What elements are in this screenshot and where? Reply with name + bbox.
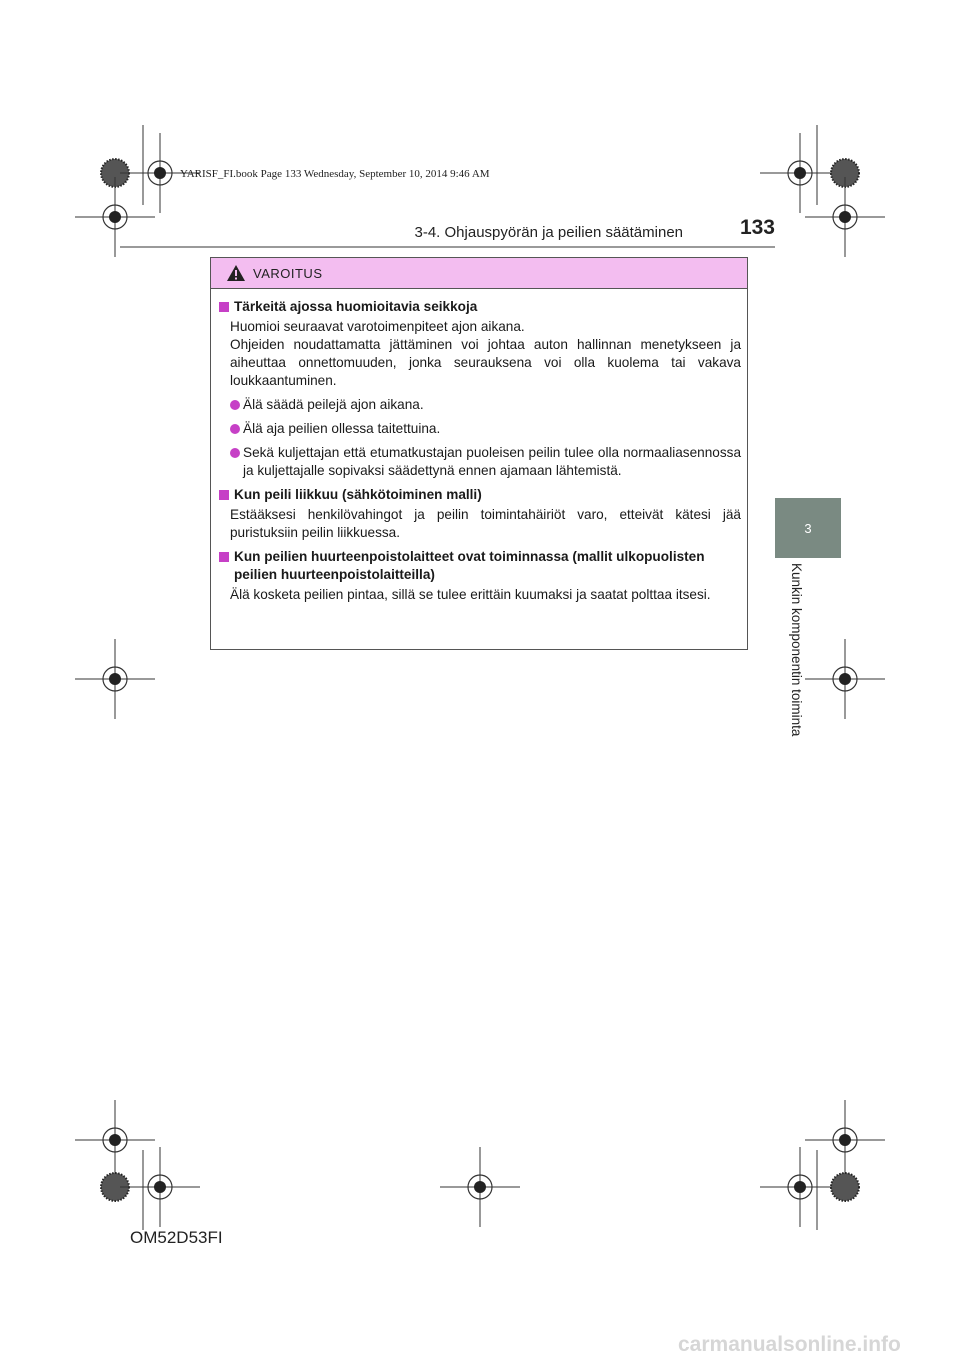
warning-box (210, 257, 748, 650)
paragraph: Huomioi seuraavat varotoimenpiteet ajon aikana. (230, 319, 525, 334)
warning-section (219, 548, 741, 604)
section-title: 3-4. Ohjauspyörän ja peilien säätäminen (414, 224, 683, 241)
section-heading (219, 298, 741, 316)
paragraph: Ohjeiden noudattamatta jättäminen voi johtaa auton hallinnan menetykseen ja aiheuttaa onnettomuuden, jonka seurauksena voi olla kuolema tai vakava loukkaantuminen. (230, 337, 741, 388)
dot-bullet-icon (230, 448, 240, 458)
dot-bullet-icon (230, 400, 240, 410)
bullet-item (219, 444, 741, 480)
section-heading-text: Kun peili liikkuu (sähkötoiminen malli) (234, 487, 482, 502)
warning-section (219, 298, 741, 480)
bullet-text: Älä säädä peilejä ajon aikana. (243, 397, 424, 412)
bullet-text: Sekä kuljettajan että etumatkustajan puoleisen peilin tulee olla normaaliasennossa ja kuljettajalle sopivaksi säädettynä ennen ajamaan lähtemistä. (243, 445, 741, 478)
section-heading (219, 486, 741, 504)
paragraph: Estääksesi henkilövahingot ja peilin toimintahäiriöt varo, etteivät kätesi jää puristuksiin peilin liikkuessa. (230, 507, 741, 540)
warning-triangle-icon (227, 265, 245, 281)
bullet-item (219, 396, 741, 414)
page-number: 133 (739, 216, 775, 239)
section-heading-text: Kun peilien huurteenpoistolaitteet ovat toiminnassa (mallit ulkopuolisten peilien huurteenpoistolaitteilla) (234, 549, 705, 582)
square-bullet-icon (219, 302, 229, 312)
page-header (120, 216, 775, 248)
section-heading-text: Tärkeitä ajossa huomioitavia seikkoja (234, 299, 478, 314)
section-heading (219, 548, 741, 584)
warning-label: VAROITUS (253, 265, 323, 281)
warning-body (211, 289, 747, 604)
document-code: OM52D53FI (130, 1228, 223, 1247)
watermark: carmanualsonline.info (678, 1333, 901, 1356)
chapter-title: Kunkin komponentin toiminta (789, 563, 804, 737)
book-stamp: YARISF_FI.book Page 133 Wednesday, September 10, 2014 9:46 AM (180, 168, 490, 180)
paragraph: Älä kosketa peilien pintaa, sillä se tulee erittäin kuumaksi ja saatat polttaa itsesi. (230, 587, 711, 602)
chapter-tab: 3 (775, 498, 841, 558)
bullet-item (219, 420, 741, 438)
warning-section (219, 486, 741, 542)
bullet-text: Älä aja peilien ollessa taitettuina. (243, 421, 441, 436)
square-bullet-icon (219, 552, 229, 562)
dot-bullet-icon (230, 424, 240, 434)
warning-header (211, 258, 747, 289)
square-bullet-icon (219, 490, 229, 500)
